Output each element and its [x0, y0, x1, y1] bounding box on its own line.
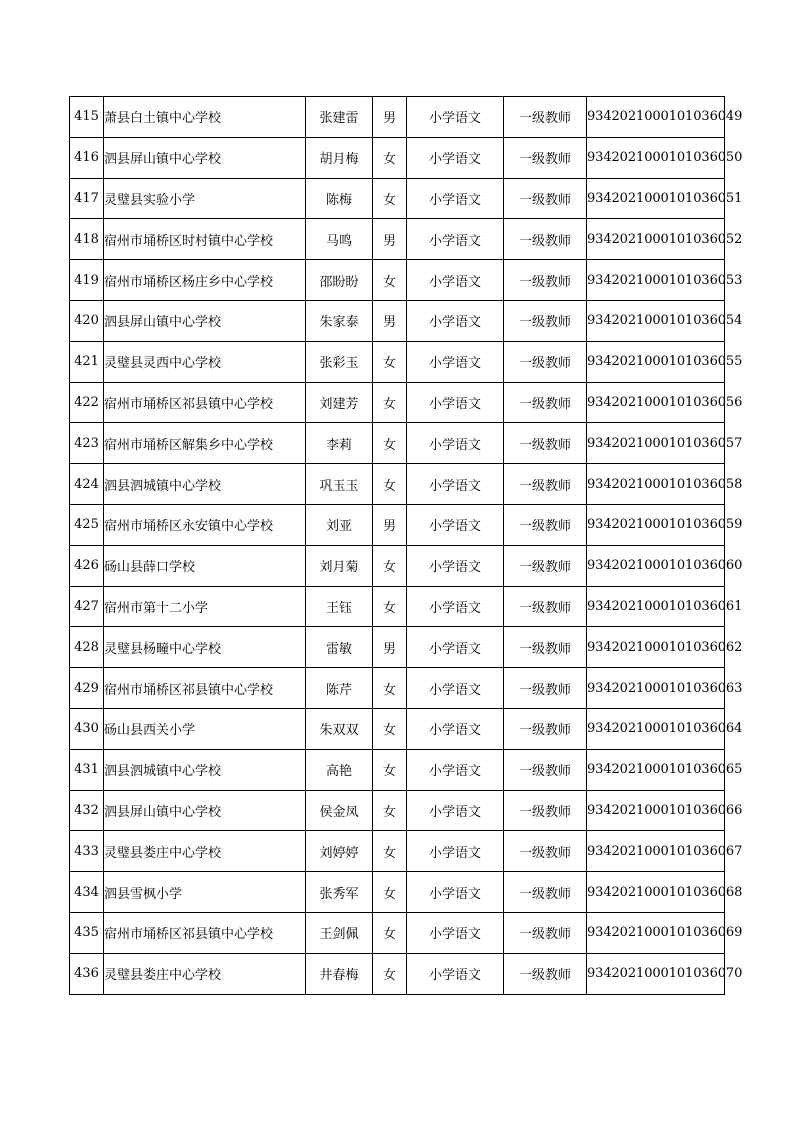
- row-number: 430: [70, 708, 104, 749]
- teacher-name: 侯金凤: [306, 790, 373, 831]
- school-name: 宿州市埇桥区永安镇中心学校: [104, 504, 306, 545]
- teacher-name: 高艳: [306, 749, 373, 790]
- row-number: 417: [70, 178, 104, 219]
- table-row: [70, 423, 725, 464]
- teacher-name: 张秀军: [306, 872, 373, 913]
- row-number: 433: [70, 831, 104, 872]
- certificate-number: 9342021000101036053: [587, 260, 725, 301]
- school-name: 宿州市埇桥区杨庄乡中心学校: [104, 260, 306, 301]
- gender: 女: [373, 423, 407, 464]
- subject: 小学语文: [407, 790, 504, 831]
- row-number: 418: [70, 219, 104, 260]
- teacher-name: 朱双双: [306, 708, 373, 749]
- gender: 男: [373, 97, 407, 138]
- row-number: 432: [70, 790, 104, 831]
- gender: 女: [373, 586, 407, 627]
- teacher-name: 刘婷婷: [306, 831, 373, 872]
- table-row: [70, 504, 725, 545]
- certificate-number: 9342021000101036050: [587, 137, 725, 178]
- row-number: 421: [70, 341, 104, 382]
- subject: 小学语文: [407, 668, 504, 709]
- gender: 女: [373, 341, 407, 382]
- certificate-number: 9342021000101036069: [587, 912, 725, 953]
- teacher-name: 朱家泰: [306, 300, 373, 341]
- gender: 女: [373, 464, 407, 505]
- subject: 小学语文: [407, 912, 504, 953]
- teacher-roster-table: [69, 96, 743, 995]
- row-number: 423: [70, 423, 104, 464]
- gender: 女: [373, 708, 407, 749]
- subject: 小学语文: [407, 627, 504, 668]
- table-row: [70, 831, 725, 872]
- row-number: 428: [70, 627, 104, 668]
- row-number: 420: [70, 300, 104, 341]
- row-number: 435: [70, 912, 104, 953]
- certificate-number: 9342021000101036066: [587, 790, 725, 831]
- subject: 小学语文: [407, 708, 504, 749]
- gender: 女: [373, 831, 407, 872]
- teacher-name: 刘亚: [306, 504, 373, 545]
- certificate-number: 9342021000101036059: [587, 504, 725, 545]
- row-number: 429: [70, 668, 104, 709]
- gender: 男: [373, 627, 407, 668]
- school-name: 泗县屏山镇中心学校: [104, 300, 306, 341]
- table-row: [70, 708, 725, 749]
- professional-title: 一级教师: [504, 831, 587, 872]
- teacher-name: 王钰: [306, 586, 373, 627]
- gender: 女: [373, 749, 407, 790]
- certificate-number: 9342021000101036064: [587, 708, 725, 749]
- table-row: [70, 219, 725, 260]
- certificate-number: 9342021000101036063: [587, 668, 725, 709]
- row-number: 419: [70, 260, 104, 301]
- subject: 小学语文: [407, 831, 504, 872]
- teacher-name: 胡月梅: [306, 137, 373, 178]
- professional-title: 一级教师: [504, 790, 587, 831]
- subject: 小学语文: [407, 260, 504, 301]
- subject: 小学语文: [407, 178, 504, 219]
- professional-title: 一级教师: [504, 178, 587, 219]
- professional-title: 一级教师: [504, 382, 587, 423]
- row-number: 425: [70, 504, 104, 545]
- gender: 女: [373, 178, 407, 219]
- professional-title: 一级教师: [504, 586, 587, 627]
- subject: 小学语文: [407, 341, 504, 382]
- school-name: 灵璧县娄庄中心学校: [104, 831, 306, 872]
- professional-title: 一级教师: [504, 423, 587, 464]
- certificate-number: 9342021000101036055: [587, 341, 725, 382]
- subject: 小学语文: [407, 953, 504, 994]
- school-name: 灵璧县杨疃中心学校: [104, 627, 306, 668]
- teacher-name: 陈梅: [306, 178, 373, 219]
- school-name: 宿州市埇桥区祁县镇中心学校: [104, 668, 306, 709]
- professional-title: 一级教师: [504, 504, 587, 545]
- certificate-number: 9342021000101036068: [587, 872, 725, 913]
- gender: 女: [373, 668, 407, 709]
- certificate-number: 9342021000101036062: [587, 627, 725, 668]
- teacher-name: 陈芹: [306, 668, 373, 709]
- professional-title: 一级教师: [504, 300, 587, 341]
- teacher-name: 刘建芳: [306, 382, 373, 423]
- row-number: 424: [70, 464, 104, 505]
- school-name: 泗县雪枫小学: [104, 872, 306, 913]
- professional-title: 一级教师: [504, 708, 587, 749]
- teacher-name: 马鸣: [306, 219, 373, 260]
- certificate-number: 9342021000101036058: [587, 464, 725, 505]
- subject: 小学语文: [407, 300, 504, 341]
- certificate-number: 9342021000101036060: [587, 545, 725, 586]
- teacher-name: 井春梅: [306, 953, 373, 994]
- subject: 小学语文: [407, 872, 504, 913]
- school-name: 宿州市埇桥区解集乡中心学校: [104, 423, 306, 464]
- school-name: 泗县屏山镇中心学校: [104, 790, 306, 831]
- subject: 小学语文: [407, 382, 504, 423]
- row-number: 431: [70, 749, 104, 790]
- subject: 小学语文: [407, 97, 504, 138]
- professional-title: 一级教师: [504, 953, 587, 994]
- table-row: [70, 341, 725, 382]
- school-name: 砀山县薛口学校: [104, 545, 306, 586]
- professional-title: 一级教师: [504, 260, 587, 301]
- gender: 女: [373, 872, 407, 913]
- subject: 小学语文: [407, 464, 504, 505]
- professional-title: 一级教师: [504, 137, 587, 178]
- certificate-number: 9342021000101036052: [587, 219, 725, 260]
- table-row: [70, 137, 725, 178]
- certificate-number: 9342021000101036057: [587, 423, 725, 464]
- table-row: [70, 749, 725, 790]
- gender: 女: [373, 382, 407, 423]
- row-number: 434: [70, 872, 104, 913]
- school-name: 宿州市第十二小学: [104, 586, 306, 627]
- school-name: 灵璧县实验小学: [104, 178, 306, 219]
- professional-title: 一级教师: [504, 912, 587, 953]
- subject: 小学语文: [407, 137, 504, 178]
- gender: 男: [373, 300, 407, 341]
- subject: 小学语文: [407, 545, 504, 586]
- table-row: [70, 668, 725, 709]
- subject: 小学语文: [407, 749, 504, 790]
- table-row: [70, 178, 725, 219]
- school-name: 宿州市埇桥区祁县镇中心学校: [104, 912, 306, 953]
- gender: 男: [373, 219, 407, 260]
- table-row: [70, 953, 725, 994]
- subject: 小学语文: [407, 423, 504, 464]
- subject: 小学语文: [407, 219, 504, 260]
- row-number: 422: [70, 382, 104, 423]
- certificate-number: 9342021000101036070: [587, 953, 725, 994]
- table-row: [70, 97, 725, 138]
- teacher-name: 李莉: [306, 423, 373, 464]
- gender: 女: [373, 912, 407, 953]
- row-number: 415: [70, 97, 104, 138]
- certificate-number: 9342021000101036056: [587, 382, 725, 423]
- table-row: [70, 912, 725, 953]
- school-name: 宿州市埇桥区时村镇中心学校: [104, 219, 306, 260]
- gender: 女: [373, 137, 407, 178]
- certificate-number: 9342021000101036061: [587, 586, 725, 627]
- professional-title: 一级教师: [504, 627, 587, 668]
- row-number: 436: [70, 953, 104, 994]
- teacher-name: 巩玉玉: [306, 464, 373, 505]
- row-number: 426: [70, 545, 104, 586]
- teacher-name: 刘月菊: [306, 545, 373, 586]
- table-row: [70, 464, 725, 505]
- teacher-name: 张建雷: [306, 97, 373, 138]
- school-name: 泗县泗城镇中心学校: [104, 749, 306, 790]
- gender: 女: [373, 545, 407, 586]
- gender: 男: [373, 504, 407, 545]
- subject: 小学语文: [407, 586, 504, 627]
- professional-title: 一级教师: [504, 872, 587, 913]
- table-row: [70, 790, 725, 831]
- gender: 女: [373, 790, 407, 831]
- school-name: 泗县泗城镇中心学校: [104, 464, 306, 505]
- certificate-number: 9342021000101036049: [587, 97, 725, 138]
- professional-title: 一级教师: [504, 545, 587, 586]
- teacher-name: 王剑佩: [306, 912, 373, 953]
- professional-title: 一级教师: [504, 668, 587, 709]
- certificate-number: 9342021000101036054: [587, 300, 725, 341]
- roster-body: [70, 97, 743, 995]
- professional-title: 一级教师: [504, 749, 587, 790]
- certificate-number: 9342021000101036067: [587, 831, 725, 872]
- table-row: [70, 545, 725, 586]
- gender: 女: [373, 260, 407, 301]
- table-row: [70, 586, 725, 627]
- school-name: 萧县白土镇中心学校: [104, 97, 306, 138]
- gender: 女: [373, 953, 407, 994]
- table-row: [70, 300, 725, 341]
- table-row: [70, 260, 725, 301]
- table-row: [70, 382, 725, 423]
- teacher-name: 雷敏: [306, 627, 373, 668]
- professional-title: 一级教师: [504, 97, 587, 138]
- school-name: 灵璧县娄庄中心学校: [104, 953, 306, 994]
- teacher-name: 邵盼盼: [306, 260, 373, 301]
- school-name: 灵璧县灵西中心学校: [104, 341, 306, 382]
- certificate-number: 9342021000101036065: [587, 749, 725, 790]
- certificate-number: 9342021000101036051: [587, 178, 725, 219]
- school-name: 砀山县西关小学: [104, 708, 306, 749]
- table-row: [70, 872, 725, 913]
- professional-title: 一级教师: [504, 341, 587, 382]
- row-number: 416: [70, 137, 104, 178]
- table-row: [70, 627, 725, 668]
- school-name: 宿州市埇桥区祁县镇中心学校: [104, 382, 306, 423]
- teacher-name: 张彩玉: [306, 341, 373, 382]
- subject: 小学语文: [407, 504, 504, 545]
- school-name: 泗县屏山镇中心学校: [104, 137, 306, 178]
- row-number: 427: [70, 586, 104, 627]
- professional-title: 一级教师: [504, 219, 587, 260]
- professional-title: 一级教师: [504, 464, 587, 505]
